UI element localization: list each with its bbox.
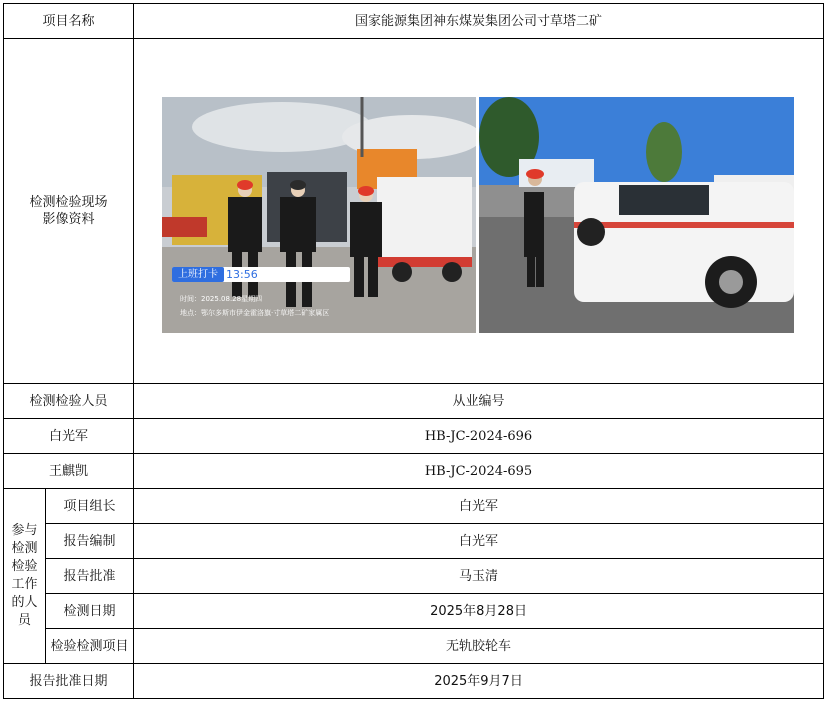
site-photo-vehicle-image — [479, 97, 794, 333]
project-name-value: 国家能源集团神东煤炭集团公司寸草塔二矿 — [134, 4, 824, 39]
inspectors-header-cert: 从业编号 — [134, 384, 824, 419]
participant-role: 检测日期 — [46, 594, 134, 629]
approval-date-label: 报告批准日期 — [4, 664, 134, 699]
site-media-label-line1: 检测检验现场 — [29, 195, 108, 210]
clock-in-tag: 上班打卡 — [172, 267, 224, 282]
participant-role: 检验检测项目 — [46, 629, 134, 664]
site-photo-vehicle — [479, 97, 794, 333]
clock-in-date: 时间：2025.08.28星期四 — [180, 295, 263, 303]
site-media-label-line2: 影像资料 — [42, 212, 95, 227]
inspector-cert-number: HB-JC-2024-696 — [134, 419, 824, 454]
project-name-label: 项目名称 — [4, 4, 134, 39]
participant-value: 2025年8月28日 — [134, 594, 824, 629]
site-media-photos — [134, 39, 824, 384]
participant-role: 报告编制 — [46, 524, 134, 559]
site-media-label — [4, 39, 134, 384]
site-photo-team — [162, 97, 476, 333]
inspectors-header-label: 检测检验人员 — [4, 384, 134, 419]
inspector-name: 白光军 — [4, 419, 134, 454]
inspector-name: 王麒凯 — [4, 454, 134, 489]
inspection-info-table — [3, 3, 824, 699]
participant-value: 无轨胶轮车 — [134, 629, 824, 664]
clock-in-time: 13:56 — [226, 268, 258, 281]
participant-role: 报告批准 — [46, 559, 134, 594]
approval-date-value: 2025年9月7日 — [134, 664, 824, 699]
participant-value: 马玉清 — [134, 559, 824, 594]
participant-role: 项目组长 — [46, 489, 134, 524]
participant-value: 白光军 — [134, 524, 824, 559]
participants-group-label: 参与检测检验工作的人员 — [4, 489, 46, 664]
participant-value: 白光军 — [134, 489, 824, 524]
clock-in-location: 地点：鄂尔多斯市伊金霍洛旗·寸草塔二矿家属区 — [180, 309, 330, 317]
inspector-cert-number: HB-JC-2024-695 — [134, 454, 824, 489]
